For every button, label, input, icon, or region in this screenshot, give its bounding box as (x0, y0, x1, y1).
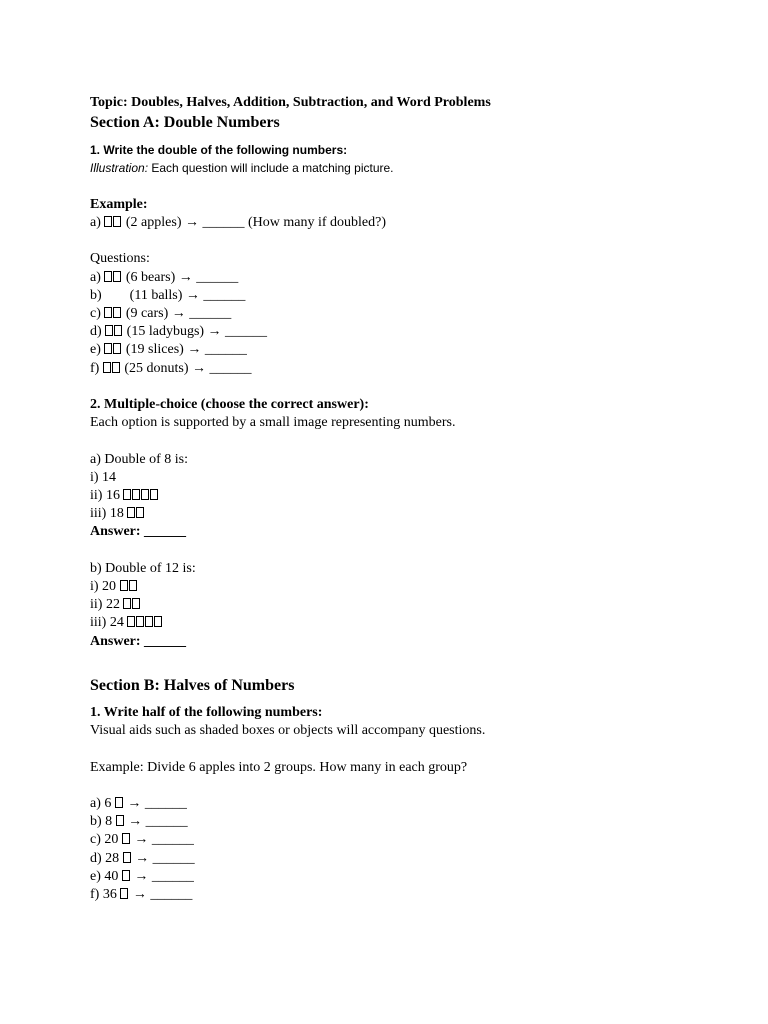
missing-glyph-icon (122, 870, 130, 881)
double-question-prefix: f) (90, 360, 103, 376)
double-question-text: (11 balls) → ______ (129, 287, 246, 303)
missing-glyph-icon (132, 598, 140, 609)
double-question-icons (104, 305, 122, 323)
half-question-prefix: a) 6 (90, 795, 115, 811)
missing-glyph-icon (114, 325, 122, 336)
missing-glyph-icon (120, 580, 128, 591)
missing-glyph-icon (132, 489, 140, 500)
mc-option-icons (123, 487, 159, 505)
half-question-prefix: c) 20 (90, 832, 122, 848)
example-prefix: a) (90, 215, 105, 230)
missing-glyph-icon (150, 489, 158, 500)
mc-option-icons (127, 505, 145, 523)
worksheet-page (90, 94, 730, 904)
questions-label: Questions: (90, 251, 150, 267)
section-a-q2-note: Each option is supported by a small image representing numbers. (90, 415, 456, 431)
missing-glyph-icon (115, 797, 123, 808)
half-question-prefix: b) 8 (90, 814, 116, 830)
missing-glyph-icon (113, 343, 121, 354)
half-question (90, 795, 730, 813)
missing-glyph-icon (104, 307, 112, 318)
mc-option-prefix: ii) 16 (90, 488, 124, 503)
half-question-icons (122, 868, 131, 886)
mc-question: b) Double of 12 is: (90, 560, 196, 576)
missing-glyph-icon (105, 325, 113, 336)
missing-glyph-icon (123, 598, 131, 609)
half-question-icons (123, 850, 132, 868)
missing-glyph-icon (113, 307, 121, 318)
double-question (90, 341, 730, 359)
mc-option-prefix: i) 20 (90, 579, 120, 594)
half-question (90, 886, 730, 904)
double-question (90, 323, 730, 341)
mc-option-prefix: iii) 24 (90, 615, 128, 631)
mc-answer-blank: Answer: ______ (90, 524, 187, 540)
section-b-example: Example: Divide 6 apples into 2 groups. How many in each group? (90, 759, 468, 775)
missing-glyph-icon (127, 507, 135, 518)
section-a-q1-heading: 1. Write the double of the following numbers: (90, 143, 348, 158)
mc-answer-blank: Answer: ______ (90, 633, 187, 649)
mc-option-prefix: i) 14 (90, 469, 117, 485)
double-question-text: (25 donuts) → ______ (120, 360, 252, 376)
apple-icons (104, 214, 122, 232)
missing-glyph-icon (122, 833, 130, 844)
double-question (90, 269, 730, 287)
example-label: Example: (90, 196, 148, 212)
mc-option-icons (120, 578, 138, 596)
mc-option (90, 505, 730, 523)
missing-glyph-icon (136, 616, 144, 627)
double-question (90, 287, 730, 305)
mc-option (90, 469, 730, 487)
section-a-question-list (90, 269, 730, 378)
half-question-prefix: f) 36 (90, 887, 121, 902)
missing-glyph-icon (123, 489, 131, 500)
missing-glyph-icon (123, 852, 131, 863)
mc-option (90, 578, 730, 596)
section-b-title: Section B: Halves of Numbers (90, 677, 295, 694)
example-text: (2 apples) → ______ (How many if doubled?) (122, 215, 386, 230)
mc-option-prefix: iii) 18 (90, 506, 128, 522)
missing-glyph-icon (141, 489, 149, 500)
missing-glyph-icon (129, 580, 137, 591)
missing-glyph-icon (116, 815, 124, 826)
double-question-icons (104, 269, 122, 287)
illustration-text: Each question will include a matching picture. (148, 161, 394, 176)
half-question-icons (115, 795, 124, 813)
section-b-question-list (90, 795, 730, 904)
missing-glyph-icon (120, 888, 128, 899)
half-question-text: → ______ (131, 850, 195, 866)
double-question-text: (9 cars) → ______ (122, 306, 232, 321)
half-question (90, 831, 730, 849)
mc-option (90, 614, 730, 632)
double-question-icons (105, 323, 123, 341)
double-question-text: (6 bears) → ______ (122, 269, 239, 285)
half-question (90, 813, 730, 831)
section-a-q2-heading: 2. Multiple-choice (choose the correct answer): (90, 397, 369, 412)
half-question (90, 868, 730, 886)
topic-line: Topic: Doubles, Halves, Addition, Subtraction, and Word Problems (90, 95, 491, 110)
double-question (90, 305, 730, 323)
missing-glyph-icon (104, 216, 112, 227)
mc-option-prefix: ii) 22 (90, 597, 124, 613)
double-question (90, 360, 730, 378)
missing-glyph-icon (136, 507, 144, 518)
missing-glyph-icon (154, 616, 162, 627)
double-question-text: (15 ladybugs) → ______ (123, 324, 268, 340)
illustration-label: Illustration: (90, 161, 149, 176)
missing-glyph-icon (112, 362, 120, 373)
missing-glyph-icon (113, 271, 121, 282)
double-question-prefix: d) (90, 324, 106, 340)
half-question-text: → ______ (129, 887, 193, 902)
illustration-line (90, 159, 730, 177)
example-line (90, 214, 730, 232)
section-a-title: Section A: Double Numbers (90, 114, 280, 132)
half-question-text: → ______ (130, 868, 194, 884)
double-question-prefix: e) (90, 342, 105, 358)
missing-glyph-icon (127, 616, 135, 627)
section-b-q1-heading: 1. Write half of the following numbers: (90, 705, 323, 720)
section-b-q1-note: Visual aids such as shaded boxes or objects will accompany questions. (90, 723, 486, 739)
half-question-prefix: d) 28 (90, 850, 123, 866)
half-question-prefix: e) 40 (90, 868, 122, 884)
half-question-icons (120, 886, 129, 904)
double-question-icons (103, 360, 121, 378)
missing-glyph-icon (113, 216, 121, 227)
multiple-choice-list (90, 451, 730, 669)
double-question-text: (19 slices) → ______ (122, 342, 247, 358)
mc-question: a) Double of 8 is: (90, 451, 188, 467)
double-question-prefix: c) (90, 306, 105, 321)
half-question-text: → ______ (123, 795, 187, 811)
double-question-prefix: b) (90, 287, 130, 303)
missing-glyph-icon (104, 271, 112, 282)
half-question (90, 850, 730, 868)
missing-glyph-icon (104, 343, 112, 354)
mc-option-icons (123, 596, 141, 614)
half-question-icons (116, 813, 125, 831)
missing-glyph-icon (145, 616, 153, 627)
half-question-icons (122, 831, 131, 849)
mc-option (90, 487, 730, 505)
double-question-prefix: a) (90, 269, 105, 285)
mc-option (90, 596, 730, 614)
missing-glyph-icon (103, 362, 111, 373)
half-question-text: → ______ (124, 814, 188, 830)
mc-option-icons (127, 614, 163, 632)
half-question-text: → ______ (130, 832, 194, 848)
double-question-icons (104, 341, 122, 359)
